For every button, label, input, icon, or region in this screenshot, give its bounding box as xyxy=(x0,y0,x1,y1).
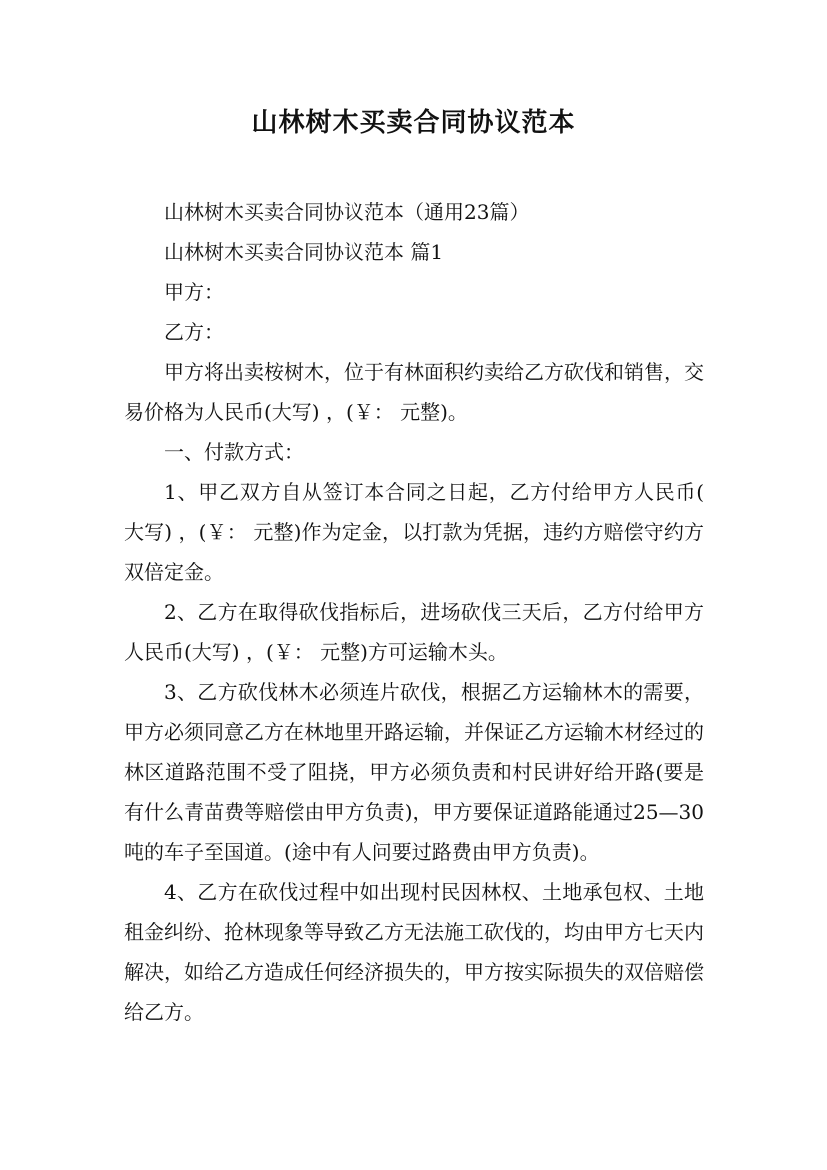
payment-heading: 一、付款方式： xyxy=(164,440,304,464)
party-a-line: 甲方： xyxy=(164,280,224,304)
subtitle-paragraph: 山林树木买卖合同协议范本（通用23篇） xyxy=(164,200,530,224)
clause-4: 4、乙方在砍伐过程中如出现村民因林权、土地承包权、土地租金纠纷、抢林现象等导致乙方无法施工砍伐的，均由甲方七天内解决，如给乙方造成任何经济损失的，甲方按实际损失的双倍赔偿给乙方。 xyxy=(124,880,704,1024)
document-title: 山林树木买卖合同协议范本 xyxy=(251,108,576,138)
clause-2: 2、乙方在取得砍伐指标后，进场砍伐三天后，乙方付给甲方人民币(大写) ，(￥： 元整)方可运输木头。 xyxy=(124,600,704,664)
clause-3: 3、乙方砍伐林木必须连片砍伐，根据乙方运输林木的需要，甲方必须同意乙方在林地里开路运输，并保证乙方运输木材经过的林区道路范围不受了阻挠，甲方必须负责和村民讲好给开路(要是有什么青苗费等赔偿由甲方负责)，甲方要保证道路能通过25—30吨的车子至国道。(途中有人问要过路费由甲方负责)。 xyxy=(124,680,704,864)
clause-1: 1、甲乙双方自从签订本合同之日起，乙方付给甲方人民币(大写) ，(￥： 元整)作为定金，以打款为凭据，违约方赔偿守约方双倍定金。 xyxy=(124,480,704,584)
sale-paragraph: 甲方将出卖桉树木，位于有林面积约卖给乙方砍伐和销售，交易价格为人民币(大写) ，(￥： 元整)。 xyxy=(124,360,704,424)
party-b-line: 乙方： xyxy=(164,320,224,344)
document-body xyxy=(124,192,704,1032)
section-heading: 山林树木买卖合同协议范本 篇1 xyxy=(164,240,444,264)
